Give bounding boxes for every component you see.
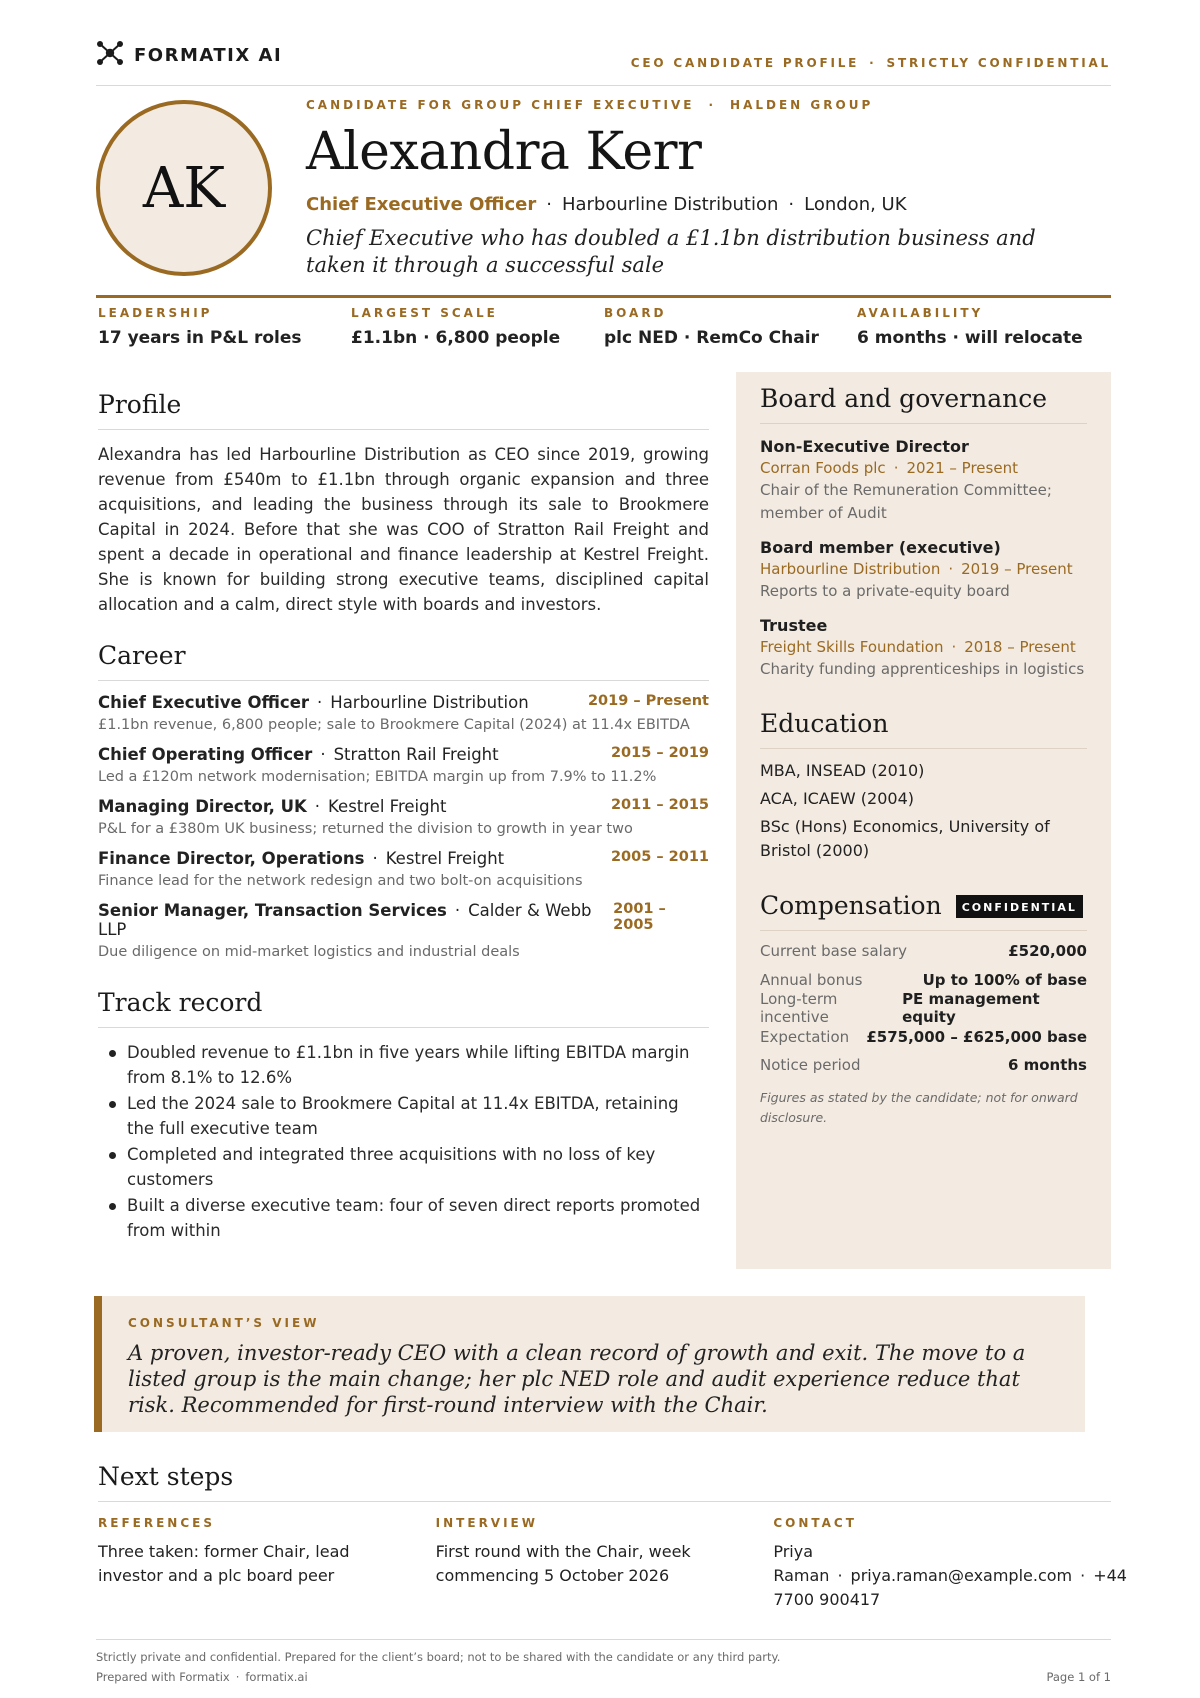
contact-label: CONTACT — [773, 1516, 857, 1530]
job-company: Calder & Webb LLP — [98, 901, 592, 939]
governance-entry: Board member (executive) Harbourline Distribution · 2019 – Present Reports to a private-equity board — [760, 538, 1087, 603]
candidate-hero — [306, 98, 1106, 279]
governance-heading: Board and governance — [760, 384, 1087, 424]
comp-value: PE management equity — [902, 990, 1040, 1027]
contact-phone: +44 7700 900417 — [773, 1566, 1127, 1609]
list-item: Built a diverse executive team: four of seven direct reports promoted from within — [98, 1193, 709, 1243]
interview-value: First round with the Chair, week commencing 5 October 2026 — [435, 1542, 691, 1585]
job-description: Finance lead for the network redesign and two bolt-on acquisitions — [98, 873, 583, 889]
track-record-list — [98, 1040, 709, 1243]
comp-key: Long-term incentive — [760, 990, 838, 1027]
footer-disclaimer: Strictly private and confidential. Prepared for the client’s board; not to be shared with the candidate or any third party. — [96, 1650, 781, 1664]
job-dates: 2015 – 2019 — [610, 745, 709, 761]
governance-org: Harbourline Distribution — [760, 560, 941, 578]
candidate-title: Chief Executive Officer — [306, 194, 537, 215]
education-list — [760, 759, 1087, 863]
stat-label: AVAILABILITY — [857, 306, 984, 320]
table-row — [760, 990, 1087, 1027]
job-dates: 2011 – 2015 — [610, 797, 709, 813]
footer-prepared-with: Prepared with Formatix — [96, 1670, 230, 1684]
candidate-summary: Chief Executive who has doubled a £1.1bn distribution business and taken it through a successful sale — [306, 226, 1036, 277]
governance-note: Reports to a private-equity board — [760, 582, 1010, 600]
next-steps-heading: Next steps — [98, 1462, 1111, 1502]
governance-dates: 2019 – Present — [961, 560, 1073, 578]
footer-site-link[interactable]: formatix.ai — [245, 1670, 308, 1684]
list-item: Completed and integrated three acquisitions with no loss of key customers — [98, 1142, 709, 1192]
job-description: Led a £120m network modernisation; EBITDA margin up from 7.9% to 11.2% — [98, 769, 657, 785]
candidate-kicker: CANDIDATE FOR GROUP CHIEF EXECUTIVE · HALDEN GROUP — [306, 98, 874, 112]
job-company: Harbourline Distribution — [330, 693, 529, 712]
list-item: MBA, INSEAD (2010) — [760, 761, 925, 780]
candidate-company: Harbourline Distribution — [561, 194, 779, 215]
job-dates: 2019 – Present — [587, 693, 709, 709]
main-column — [98, 390, 709, 1244]
governance-role: Trustee — [760, 616, 828, 635]
table-row — [760, 1023, 1087, 1052]
stat-value: £1.1bn · 6,800 people — [351, 328, 561, 348]
consultant-view — [94, 1296, 1085, 1432]
key-stats — [98, 306, 1110, 348]
education-heading: Education — [760, 709, 1087, 749]
governance-note: Chair of the Remuneration Committee; member of Audit — [760, 481, 1052, 522]
kicker-role: CANDIDATE FOR GROUP CHIEF EXECUTIVE — [306, 98, 695, 112]
career-entry: Chief Executive Officer · Harbourline Distribution 2019 – Present £1.1bn revenue, 6,800 people; sale to Brookmere Capital (2024) at 11.4x EBITDA — [98, 693, 709, 733]
compensation-table — [760, 937, 1087, 1080]
comp-value: 6 months — [1007, 1056, 1087, 1075]
job-company: Kestrel Freight — [385, 849, 505, 868]
contact-block — [773, 1516, 1127, 1612]
comp-key: Annual bonus — [760, 970, 863, 989]
list-item: BSc (Hons) Economics, University of Bristol (2000) — [760, 817, 1050, 860]
stat-label: BOARD — [604, 306, 667, 320]
confidential-badge: CONFIDENTIAL — [956, 895, 1083, 918]
stat-label: LARGEST SCALE — [351, 306, 498, 320]
stat-board — [604, 306, 857, 348]
candidate-role-line: Chief Executive Officer · Harbourline Distribution · London, UK — [306, 194, 907, 215]
molecule-logo-icon — [96, 40, 124, 70]
references-label: REFERENCES — [98, 1516, 215, 1530]
contact-name: Priya Raman — [773, 1542, 830, 1585]
governance-note: Charity funding apprenticeships in logistics — [760, 660, 1085, 678]
comp-value: Up to 100% of base — [922, 970, 1087, 989]
governance-role: Non-Executive Director — [760, 437, 969, 456]
avatar-initials: AK — [142, 155, 226, 221]
profile-text: Alexandra has led Harbourline Distribution as CEO since 2019, growing revenue from £540m to £1.1bn through organic expansion and three acquisitions, and leading the business through its sale to Brookmere Capital in 2024. Before that she was COO of Stratton Rail Freight and spent a decade in operational and finance leadership at Kestrel Freight. She is known for building strong executive teams, disciplined capital allocation and a calm, direct style with boards and investors. — [98, 445, 709, 614]
compensation-heading-row — [760, 891, 1087, 931]
profile-heading: Profile — [98, 390, 709, 430]
compensation-heading: Compensation — [760, 891, 942, 920]
next-steps — [98, 1462, 1127, 1612]
brand-name: FORMATIX AI — [134, 44, 283, 66]
comp-value: £520,000 — [1008, 942, 1087, 961]
career-entry: Chief Operating Officer · Stratton Rail Freight 2015 – 2019 Led a £120m network modernisation; EBITDA margin up from 7.9% to 11.2% — [98, 745, 709, 785]
consultant-view-label: CONSULTANT’S VIEW — [128, 1316, 320, 1330]
table-row — [760, 937, 1087, 966]
stat-value: 6 months · will relocate — [857, 328, 1083, 348]
document-classification: CEO CANDIDATE PROFILE · STRICTLY CONFIDENTIAL — [630, 56, 1111, 70]
comp-key: Current base salary — [760, 942, 908, 961]
job-dates: 2005 – 2011 — [610, 849, 709, 865]
references-block — [98, 1516, 436, 1612]
consultant-view-quote: A proven, investor-ready CEO with a clean record of growth and exit. The move to a listed group is the main change; her plc NED role and audit experience reduce that risk. Recommended for first-round interview with the Chair. — [128, 1341, 1026, 1417]
references-value: Three taken: former Chair, lead investor and a plc board peer — [98, 1542, 350, 1585]
stat-value: 17 years in P&L roles — [98, 328, 302, 348]
list-item: Led the 2024 sale to Brookmere Capital at 11.4x EBITDA, retaining the full executive team — [98, 1091, 709, 1141]
list-item: Doubled revenue to £1.1bn in five years while lifting EBITDA margin from 8.1% to 12.6% — [98, 1040, 709, 1090]
stat-value: plc NED · RemCo Chair — [604, 328, 819, 348]
governance-role: Board member (executive) — [760, 538, 1001, 557]
track-record-heading: Track record — [98, 988, 709, 1028]
governance-entry: Trustee Freight Skills Foundation · 2018 – Present Charity funding apprenticeships in logistics — [760, 616, 1087, 681]
stat-label: LEADERSHIP — [98, 306, 213, 320]
career-heading: Career — [98, 641, 709, 681]
governance-org: Corran Foods plc — [760, 459, 886, 477]
job-role: Managing Director, UK — [98, 797, 307, 816]
job-description: P&L for a £380m UK business; returned the division to growth in year two — [98, 821, 633, 837]
kicker-company: HALDEN GROUP — [730, 98, 874, 112]
job-dates: 2001 – 2005 — [613, 901, 666, 933]
hero-divider — [96, 295, 1111, 298]
governance-dates: 2021 – Present — [906, 459, 1018, 477]
governance-entry: Non-Executive Director Corran Foods plc · 2021 – Present Chair of the Remuneration Committee; member of Audit — [760, 437, 1087, 525]
stat-largest-scale — [351, 306, 604, 348]
page-header — [96, 38, 1111, 86]
interview-block — [436, 1516, 774, 1612]
avatar — [96, 100, 272, 276]
governance-dates: 2018 – Present — [964, 638, 1076, 656]
job-role: Senior Manager, Transaction Services — [98, 901, 447, 920]
job-description: £1.1bn revenue, 6,800 people; sale to Brookmere Capital (2024) at 11.4x EBITDA — [98, 717, 690, 733]
confidentiality-label: STRICTLY CONFIDENTIAL — [886, 56, 1111, 70]
comp-key: Notice period — [760, 1056, 861, 1075]
job-company: Stratton Rail Freight — [333, 745, 499, 764]
page-number: Page 1 of 1 — [1046, 1670, 1111, 1684]
compensation-note: Figures as stated by the candidate; not for onward disclosure. — [760, 1089, 1078, 1125]
career-entry: Senior Manager, Transaction Services · Calder & Webb LLP 2001 – 2005 Due diligence on mid-market logistics and industrial deals — [98, 901, 709, 960]
interview-label: INTERVIEW — [435, 1516, 538, 1530]
comp-key: Expectation — [760, 1027, 850, 1046]
job-role: Finance Director, Operations — [98, 849, 365, 868]
job-description: Due diligence on mid-market logistics and industrial deals — [98, 944, 520, 960]
comp-value: £575,000 – £625,000 base — [866, 1027, 1087, 1046]
job-role: Chief Operating Officer — [98, 745, 313, 764]
job-company: Kestrel Freight — [328, 797, 447, 816]
doc-type: CEO CANDIDATE PROFILE — [630, 56, 860, 70]
job-role: Chief Executive Officer — [98, 693, 310, 712]
stat-availability — [857, 306, 1110, 348]
candidate-name: Alexandra Kerr — [306, 122, 702, 182]
side-panel — [736, 372, 1111, 1269]
career-entry: Managing Director, UK · Kestrel Freight 2011 – 2015 P&L for a £380m UK business; returned the division to growth in year two — [98, 797, 709, 837]
page-footer: Strictly private and confidential. Prepared for the client’s board; not to be shared with the candidate or any third party. Prepared with Formatix · formatix.ai Page 1 of 1 — [96, 1639, 1111, 1684]
candidate-location: London, UK — [804, 194, 907, 215]
list-item: ACA, ICAEW (2004) — [760, 789, 915, 808]
governance-org: Freight Skills Foundation — [760, 638, 944, 656]
contact-value: Priya Raman · priya.raman@example.com · +44 7700 900417 — [773, 1542, 1127, 1609]
stat-leadership — [98, 306, 351, 348]
table-row — [760, 1051, 1087, 1080]
brand — [96, 40, 282, 70]
career-entry: Finance Director, Operations · Kestrel Freight 2005 – 2011 Finance lead for the network redesign and two bolt-on acquisitions — [98, 849, 709, 889]
contact-email-link[interactable]: priya.raman@example.com — [850, 1566, 1073, 1585]
